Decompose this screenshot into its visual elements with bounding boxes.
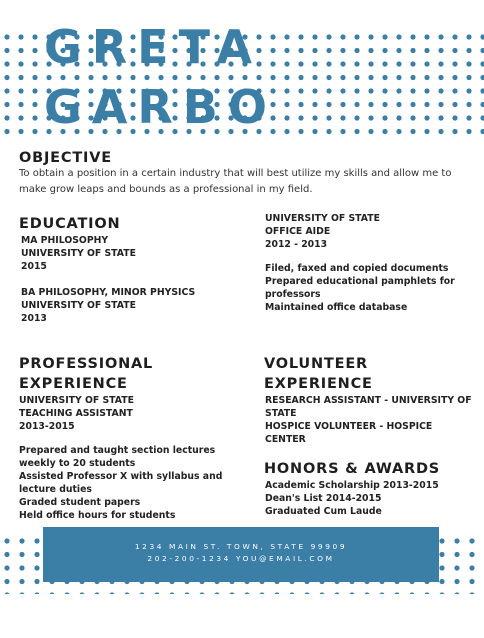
professional-heading-line1: PROFESSIONAL [19, 356, 154, 372]
volunteer-line: STATE [265, 408, 297, 419]
volunteer-line: CENTER [265, 434, 306, 445]
professional-duty: Assisted Professor X with syllabus and [19, 471, 223, 482]
professional-dates: 2013-2015 [19, 421, 75, 432]
job-employer: UNIVERSITY OF STATE [265, 213, 380, 224]
professional-title: TEACHING ASSISTANT [19, 408, 133, 419]
job-duty: Filed, faxed and copied documents [265, 263, 449, 274]
volunteer-line: RESEARCH ASSISTANT - UNIVERSITY OF [265, 395, 472, 406]
professional-duty: Graded student papers [19, 497, 141, 508]
professional-duty: Prepared and taught section lectures [19, 445, 216, 456]
professional-entry [19, 394, 134, 433]
education-school: UNIVERSITY OF STATE [21, 300, 136, 311]
honors-heading: HONORS & AWARDS [264, 461, 441, 477]
education-entry [21, 286, 195, 325]
contact-footer [43, 527, 439, 582]
name-last: GARBO [44, 80, 277, 134]
job-duty: professors [265, 289, 321, 300]
education-degree: BA PHILOSOPHY, MINOR PHYSICS [21, 287, 196, 298]
professional-duty: weekly to 20 students [19, 458, 136, 469]
education-degree: MA PHILOSOPHY [21, 235, 109, 246]
volunteer-line: HOSPICE VOLUNTEER - HOSPICE [265, 421, 433, 432]
education-heading: EDUCATION [19, 216, 121, 232]
education-year: 2013 [21, 313, 47, 324]
job-duty: Maintained office database [265, 302, 408, 313]
professional-heading-line2: EXPERIENCE [19, 376, 128, 392]
education-year: 2015 [21, 261, 47, 272]
job-entry [265, 212, 380, 251]
honors-list [265, 479, 439, 518]
education-entry [21, 234, 136, 273]
contact-address: 1234 MAIN ST. TOWN, STATE 99909 [134, 542, 348, 551]
name-first: GRETA [44, 20, 263, 74]
professional-duties [19, 444, 222, 522]
objective-text-line2: make grow leaps and bounds as a professional in my field. [19, 184, 313, 195]
honor-item: Dean's List 2014-2015 [265, 493, 382, 504]
objective-text-line1: To obtain a position in a certain industry that will best utilize my skills and allow me to [19, 168, 452, 179]
professional-duty: lecture duties [19, 484, 92, 495]
job-title: OFFICE AIDE [265, 226, 331, 237]
honor-item: Graduated Cum Laude [265, 506, 382, 517]
volunteer-entries [265, 394, 472, 446]
job-duty: Prepared educational pamphlets for [265, 276, 455, 287]
education-school: UNIVERSITY OF STATE [21, 248, 136, 259]
contact-phone-email: 202-200-1234 YOU@EMAIL.COM [147, 554, 335, 563]
professional-duty: Held office hours for students [19, 510, 176, 521]
volunteer-heading-line2: EXPERIENCE [264, 376, 373, 392]
job-dates: 2012 - 2013 [265, 239, 328, 250]
honor-item: Academic Scholarship 2013-2015 [265, 480, 439, 491]
job-duties [265, 262, 455, 314]
professional-employer: UNIVERSITY OF STATE [19, 395, 134, 406]
objective-heading: OBJECTIVE [19, 150, 112, 166]
volunteer-heading-line1: VOLUNTEER [264, 356, 368, 372]
